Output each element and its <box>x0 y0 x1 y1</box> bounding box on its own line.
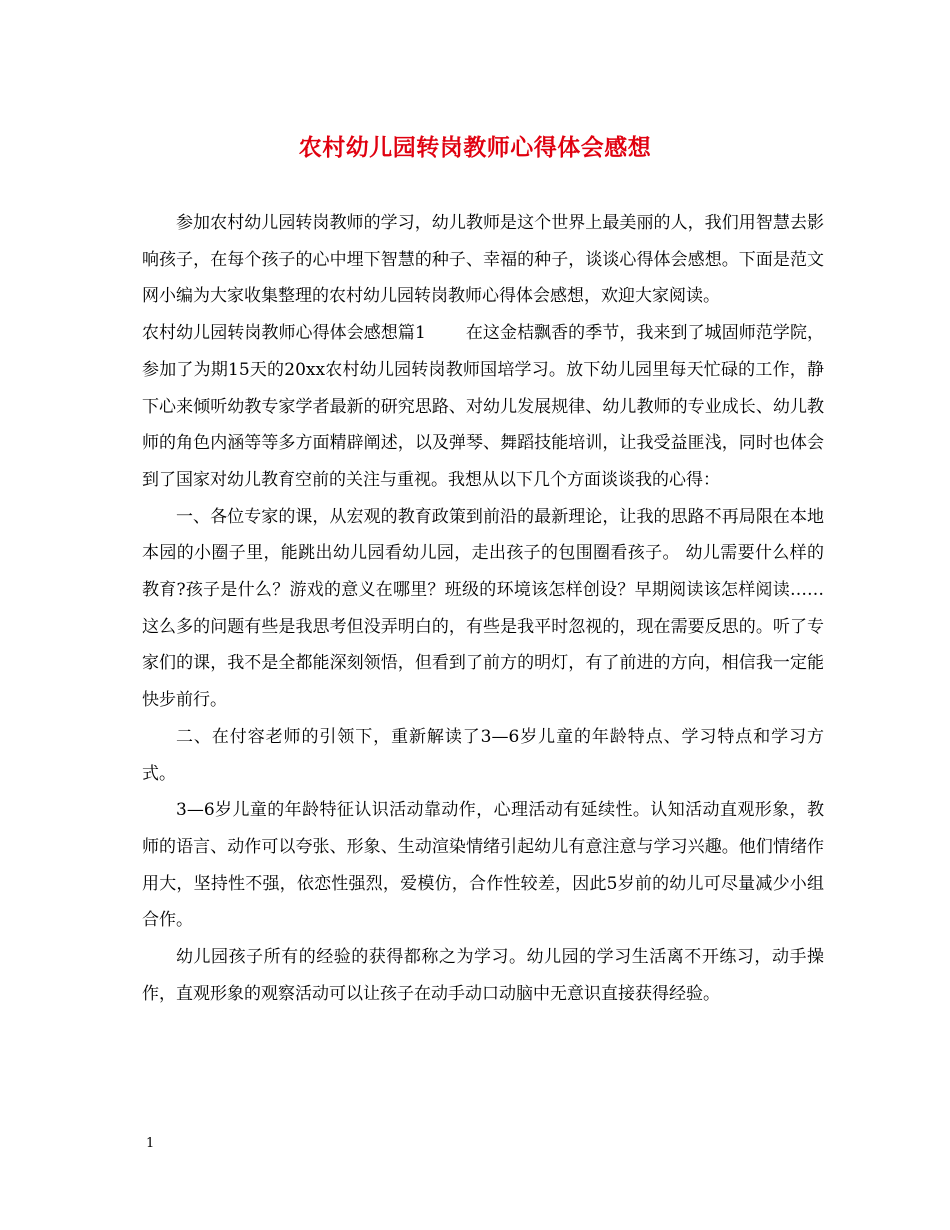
learning-paragraph: 幼儿园孩子所有的经验的获得都称之为学习。幼儿园的学习生活离不开练习，动手操作，直观形象的观察活动可以让孩子在动手动口动脑中无意识直接获得经验。 <box>142 947 824 1004</box>
section-opening-text: 在这金桔飘香的季节，我来到了城固师范学院，参加了为期15天的20xx农村幼儿园转岗教师国培学习。放下幼儿园里每天忙碌的工作，静下心来倾听幼教专家学者最新的研究思路、对幼儿发展规律、幼儿教师的专业成长、幼儿教师的角色内涵等等多方面精辟阐述，以及弹琴、舞蹈技能培训，让我受益匪浅，同时也体会到了国家对幼儿教育空前的关注与重视。我想从以下几个方面谈谈我的心得： <box>142 323 824 490</box>
document-title: 农村幼儿园转岗教师心得体会感想 <box>298 134 652 161</box>
age-traits-paragraph: 3—6岁儿童的年龄特征认识活动靠动作，心理活动有延续性。认知活动直观形象，教师的语言、动作可以夸张、形象、生动渲染情绪引起幼儿有意注意与学习兴趣。他们情绪作用大，坚持性不强，依恋性强烈，爱模仿，合作性较差，因此5岁前的幼儿可尽量减少小组合作。 <box>142 800 824 931</box>
section-paragraph <box>142 315 824 499</box>
document-body <box>142 205 824 1012</box>
point-two-paragraph: 二、在付容老师的引领下，重新解读了3—6岁儿童的年龄特点、学习特点和学习方式。 <box>142 726 824 784</box>
section-heading: 农村幼儿园转岗教师心得体会感想篇1 <box>142 323 426 344</box>
intro-paragraph: 参加农村幼儿园转岗教师的学习，幼儿教师是这个世界上最美丽的人，我们用智慧去影响孩子，在每个孩子的心中埋下智慧的种子、幸福的种子，谈谈心得体会感想。下面是范文网小编为大家收集整理的农村幼儿园转岗教师心得体会感想，欢迎大家阅读。 <box>142 213 824 307</box>
point-one-paragraph: 一、各位专家的课，从宏观的教育政策到前沿的最新理论，让我的思路不再局限在本地本园的小圈子里，能跳出幼儿园看幼儿园，走出孩子的包围圈看孩子。 幼儿需要什么样的教育?孩子是什么？游戏的意义在哪里？班级的环境该怎样创设？早期阅读该怎样阅读…… 这么多的问题有些是我思考但没弄明白的，有些是我平时忽视的，现在需要反思的。听了专家们的课，我不是全都能深刻领悟，但看到了前方的明灯，有了前进的方向，相信我一定能快步前行。 <box>142 506 824 711</box>
page-number: 1 <box>146 1136 155 1151</box>
